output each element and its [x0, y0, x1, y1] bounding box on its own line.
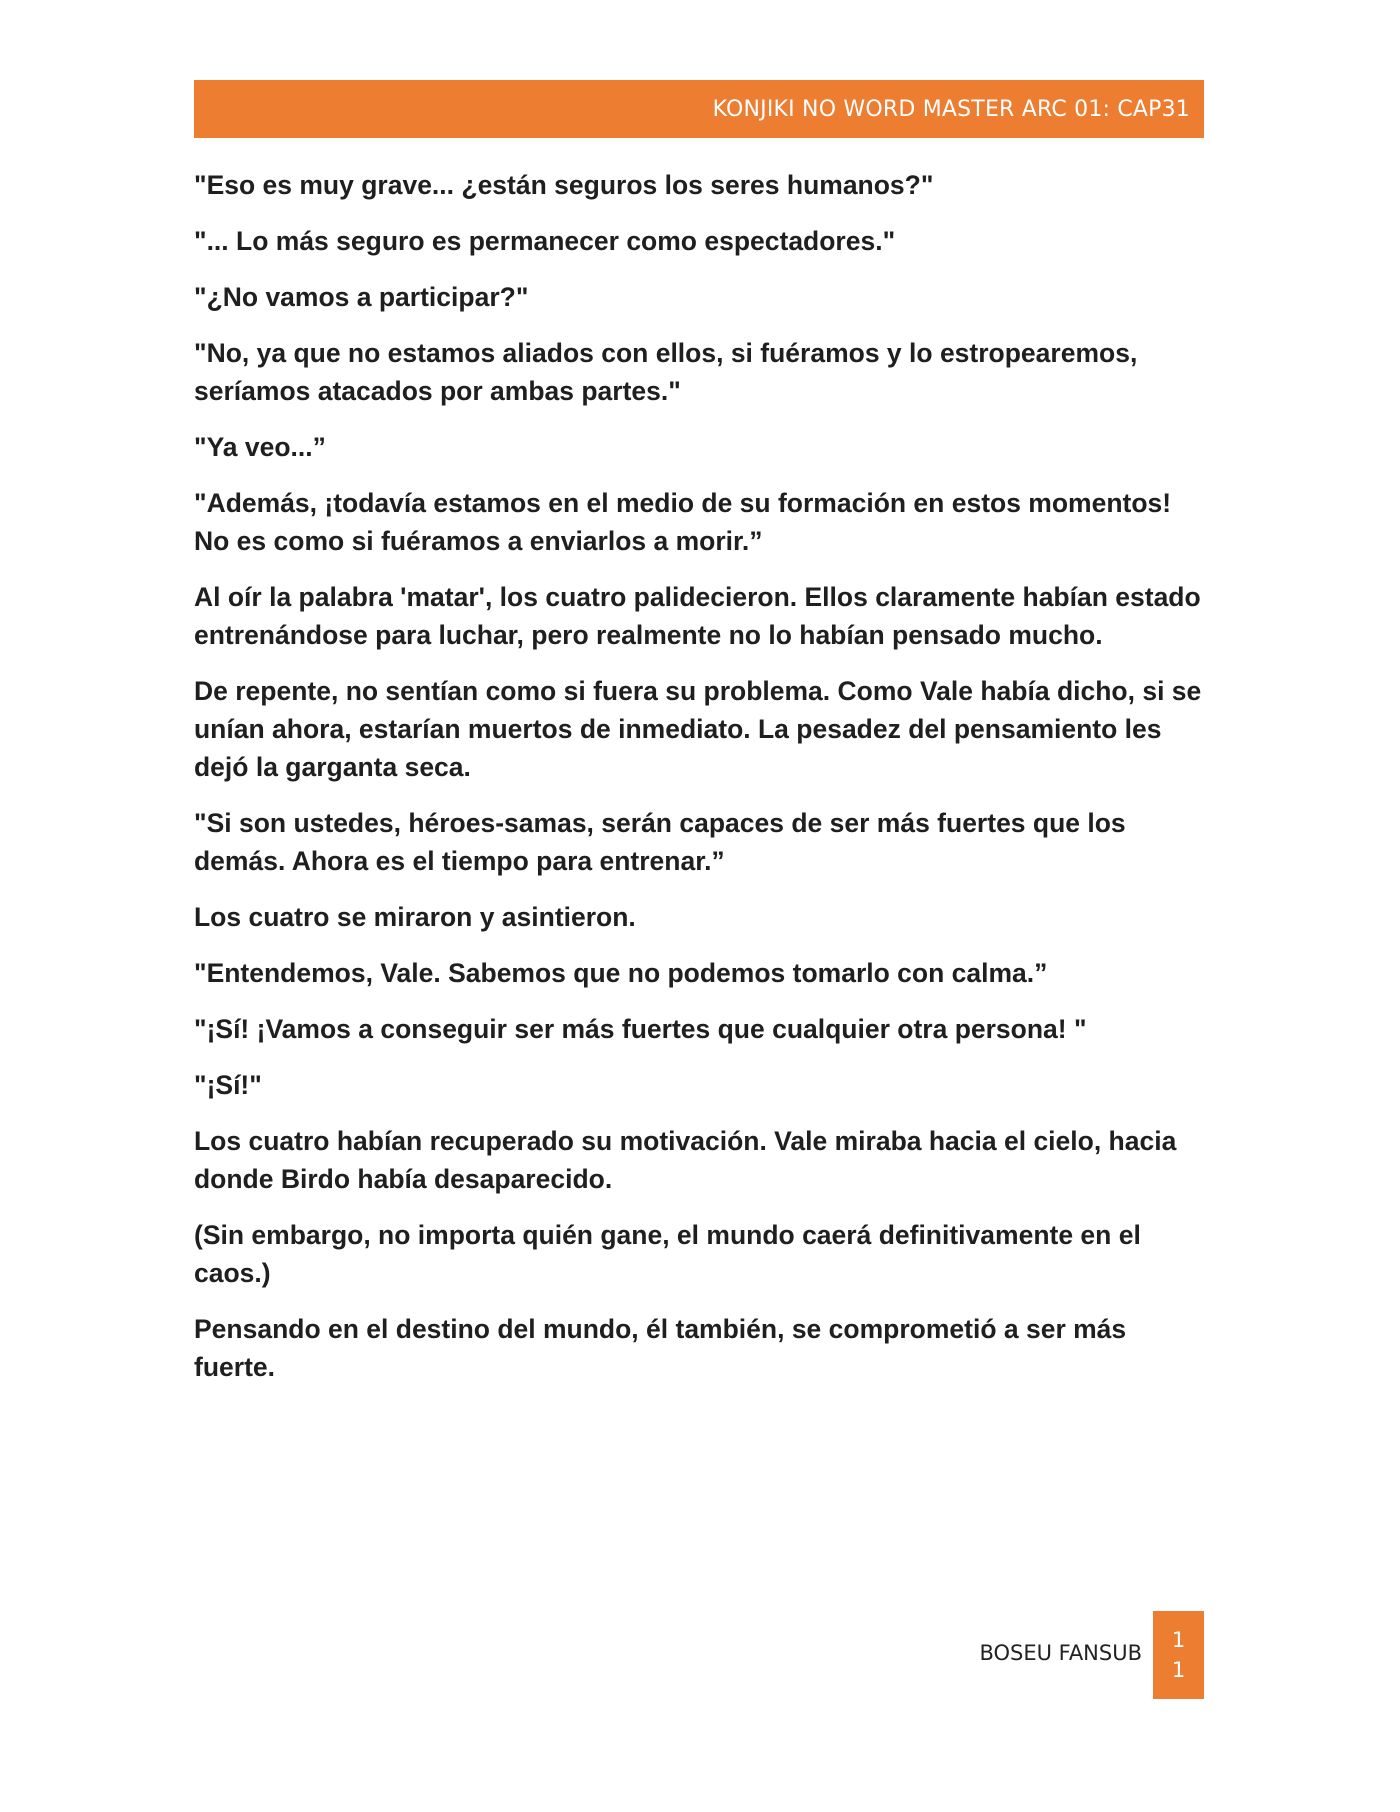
paragraph: "¡Sí!": [194, 1070, 262, 1100]
paragraph: "No, ya que no estamos aliados con ellos, si fuéramos y lo estropearemos, seríamos atacados por ambas partes.": [194, 338, 1138, 406]
paragraph: (Sin embargo, no importa quién gane, el mundo caerá definitivamente en el caos.): [194, 1220, 1141, 1288]
paragraph: Pensando en el destino del mundo, él también, se comprometió a ser más fuerte.: [194, 1314, 1127, 1382]
page-number-box: [1153, 1611, 1204, 1699]
header-bar: [194, 80, 1204, 138]
paragraph: "Ya veo...”: [194, 432, 326, 462]
footer-label: BOSEU FANSUB: [979, 1641, 1142, 1665]
header-title: KONJIKI NO WORD MASTER ARC 01: CAP31: [712, 96, 1190, 122]
paragraph: Los cuatro habían recuperado su motivación. Vale miraba hacia el cielo, hacia donde Birdo había desaparecido.: [194, 1126, 1177, 1194]
paragraph: "Eso es muy grave... ¿están seguros los seres humanos?": [194, 170, 934, 200]
paragraph: "... Lo más seguro es permanecer como espectadores.": [194, 226, 896, 256]
page-number-digit: 1: [1171, 1658, 1186, 1682]
paragraph: "Entendemos, Vale. Sabemos que no podemos tomarlo con calma.”: [194, 958, 1048, 988]
paragraph: Los cuatro se miraron y asintieron.: [194, 902, 636, 932]
paragraph: Al oír la palabra 'matar', los cuatro palidecieron. Ellos claramente habían estado entrenándose para luchar, pero realmente no lo habían pensado mucho.: [194, 582, 1201, 650]
paragraph: "¡Sí! ¡Vamos a conseguir ser más fuertes que cualquier otra persona! ": [194, 1014, 1087, 1044]
paragraph: "Si son ustedes, héroes-samas, serán capaces de ser más fuertes que los demás. Ahora es el tiempo para entrenar.”: [194, 808, 1126, 876]
body-text: [194, 166, 1210, 1404]
paragraph: "¿No vamos a participar?": [194, 282, 529, 312]
paragraph: De repente, no sentían como si fuera su problema. Como Vale había dicho, si se unían ahora, estarían muertos de inmediato. La pesadez del pensamiento les dejó la garganta seca.: [194, 676, 1202, 782]
page-number-digit: 1: [1171, 1628, 1186, 1652]
paragraph: "Además, ¡todavía estamos en el medio de su formación en estos momentos! No es como si fuéramos a enviarlos a morir.”: [194, 488, 1172, 556]
